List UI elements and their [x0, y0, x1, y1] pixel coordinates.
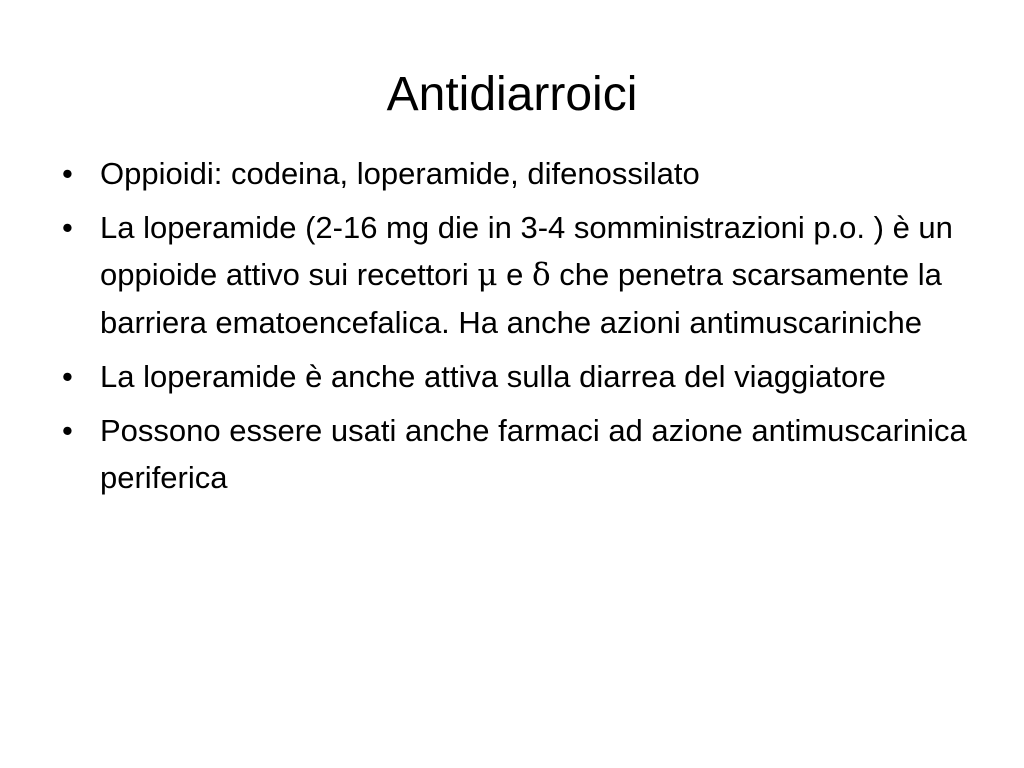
bullet-marker: •	[62, 210, 73, 245]
bullet-list	[62, 150, 967, 508]
bullet-text: Oppioidi: codeina, loperamide, difenossilato	[100, 156, 700, 191]
bullet-text: Possono essere usati anche farmaci ad azione antimuscarinica periferica	[100, 413, 967, 495]
bullet-marker: •	[62, 359, 73, 394]
bullet-item-loperamide-dose	[62, 204, 967, 346]
bullet-item-antimuscarinic	[62, 407, 967, 501]
slide-title: Antidiarroici	[386, 68, 638, 121]
bullet-text-part: La loperamide (2-16 mg die in 3-4 somministrazioni p.o. ) è un oppioide attivo sui recettori	[100, 210, 953, 292]
bullet-text	[100, 210, 953, 340]
bullet-text-part: che penetra scarsamente la barriera ematoencefalica. Ha anche azioni antimuscariniche	[100, 257, 942, 340]
bullet-text-part: e	[497, 257, 532, 292]
bullet-marker: •	[62, 413, 73, 448]
bullet-text: La loperamide è anche attiva sulla diarrea del viaggiatore	[100, 359, 886, 394]
delta-symbol: δ	[532, 257, 551, 293]
bullet-item-travelers-diarrhea	[62, 353, 967, 400]
mu-symbol: μ	[477, 257, 498, 293]
bullet-marker: •	[62, 156, 73, 191]
bullet-item-opioids	[62, 150, 967, 197]
